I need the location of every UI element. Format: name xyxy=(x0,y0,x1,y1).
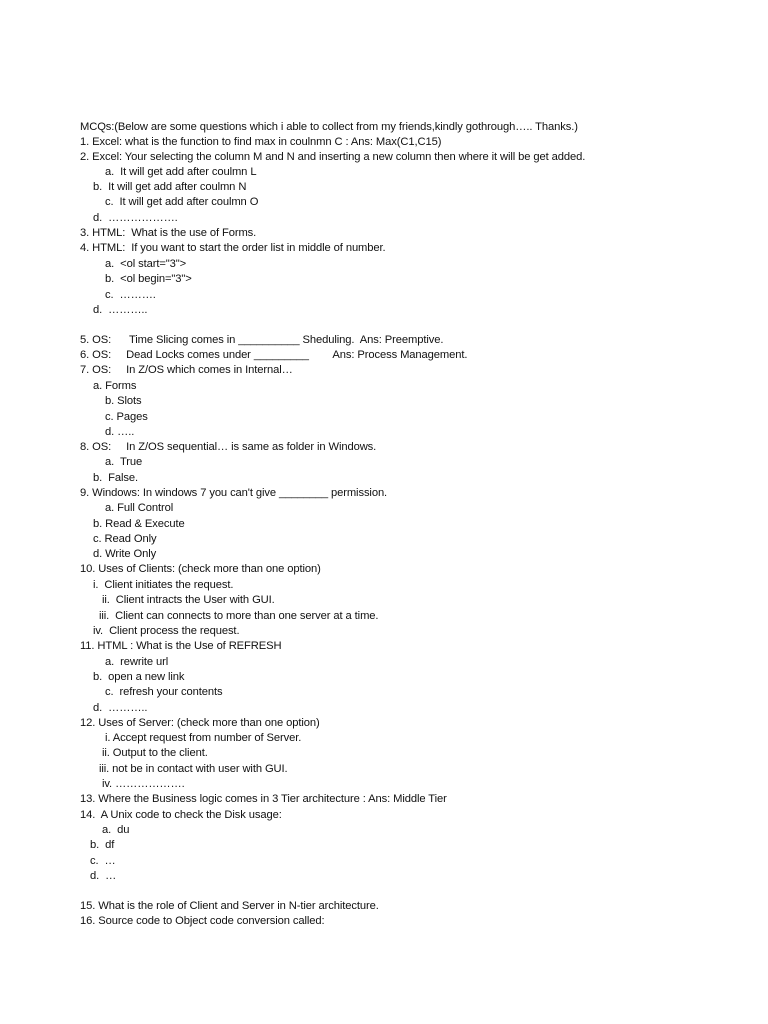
question-13: 13. Where the Business logic comes in 3 Tier architecture : Ans: Middle Tier xyxy=(80,793,447,805)
q9-option-d: d. Write Only xyxy=(93,548,157,560)
q14-option-b: b. df xyxy=(90,839,115,851)
q12-option-ii: ii. Output to the client. xyxy=(102,747,208,759)
question-3: 3. HTML: What is the use of Forms. xyxy=(80,227,257,239)
q14-option-a: a. du xyxy=(102,824,130,836)
question-10: 10. Uses of Clients: (check more than one option) xyxy=(80,563,321,575)
q10-option-iv: iv. Client process the request. xyxy=(93,625,240,637)
question-15: 15. What is the role of Client and Server in N-tier architecture. xyxy=(80,900,379,912)
q7-option-b: b. Slots xyxy=(105,395,142,407)
q14-option-d: d. … xyxy=(90,870,117,882)
q4-option-a: a. <ol start="3"> xyxy=(105,258,187,270)
q12-option-iv: iv. ………………. xyxy=(102,778,185,790)
question-6: 6. OS: Dead Locks comes under _________ Ans: Process Management. xyxy=(80,349,468,361)
q11-option-c: c. refresh your contents xyxy=(105,686,223,698)
q2-option-b: b. It will get add after coulmn N xyxy=(93,181,247,193)
q12-option-iii: iii. not be in contact with user with GUI. xyxy=(99,763,288,775)
q11-option-a: a. rewrite url xyxy=(105,656,169,668)
question-14: 14. A Unix code to check the Disk usage: xyxy=(80,809,282,821)
question-16: 16. Source code to Object code conversion called: xyxy=(80,915,325,927)
intro-line: MCQs:(Below are some questions which i able to collect from my friends,kindly gothrough….. Thanks.) xyxy=(80,121,578,133)
question-5: 5. OS: Time Slicing comes in __________ Sheduling. Ans: Preemptive. xyxy=(80,334,444,346)
q9-option-c: c. Read Only xyxy=(93,533,157,545)
q10-option-i: i. Client initiates the request. xyxy=(93,579,234,591)
question-11: 11. HTML : What is the Use of REFRESH xyxy=(80,640,282,652)
q7-option-d: d. ….. xyxy=(105,426,135,438)
question-8: 8. OS: In Z/OS sequential… is same as folder in Windows. xyxy=(80,441,377,453)
q9-option-a: a. Full Control xyxy=(105,502,174,514)
question-4: 4. HTML: If you want to start the order list in middle of number. xyxy=(80,242,386,254)
q8-option-a: a. True xyxy=(105,456,143,468)
q10-option-iii: iii. Client can connects to more than one server at a time. xyxy=(99,610,379,622)
q9-option-b: b. Read & Execute xyxy=(93,518,185,530)
question-12: 12. Uses of Server: (check more than one option) xyxy=(80,717,320,729)
q2-option-d: d. ………………. xyxy=(93,212,178,224)
q2-option-c: c. It will get add after coulmn O xyxy=(105,196,259,208)
q14-option-c: c. … xyxy=(90,855,116,867)
question-1: 1. Excel: what is the function to find max in coulnmn C : Ans: Max(C1,C15) xyxy=(80,136,442,148)
q11-option-b: b. open a new link xyxy=(93,671,185,683)
q8-option-b: b. False. xyxy=(93,472,139,484)
question-9: 9. Windows: In windows 7 you can't give ________ permission. xyxy=(80,487,388,499)
q4-option-d: d. ……….. xyxy=(93,304,148,316)
q7-option-c: c. Pages xyxy=(105,411,148,423)
q12-option-i: i. Accept request from number of Server. xyxy=(105,732,302,744)
q10-option-ii: ii. Client intracts the User with GUI. xyxy=(102,594,275,606)
q11-option-d: d. ……….. xyxy=(93,702,148,714)
q4-option-c: c. ………. xyxy=(105,289,156,301)
question-7: 7. OS: In Z/OS which comes in Internal… xyxy=(80,364,293,376)
q4-option-b: b. <ol begin="3"> xyxy=(105,273,192,285)
q7-option-a: a. Forms xyxy=(93,380,137,392)
question-2: 2. Excel: Your selecting the column M and N and inserting a new column then where it will be get added. xyxy=(80,151,586,163)
q2-option-a: a. It will get add after coulmn L xyxy=(105,166,257,178)
